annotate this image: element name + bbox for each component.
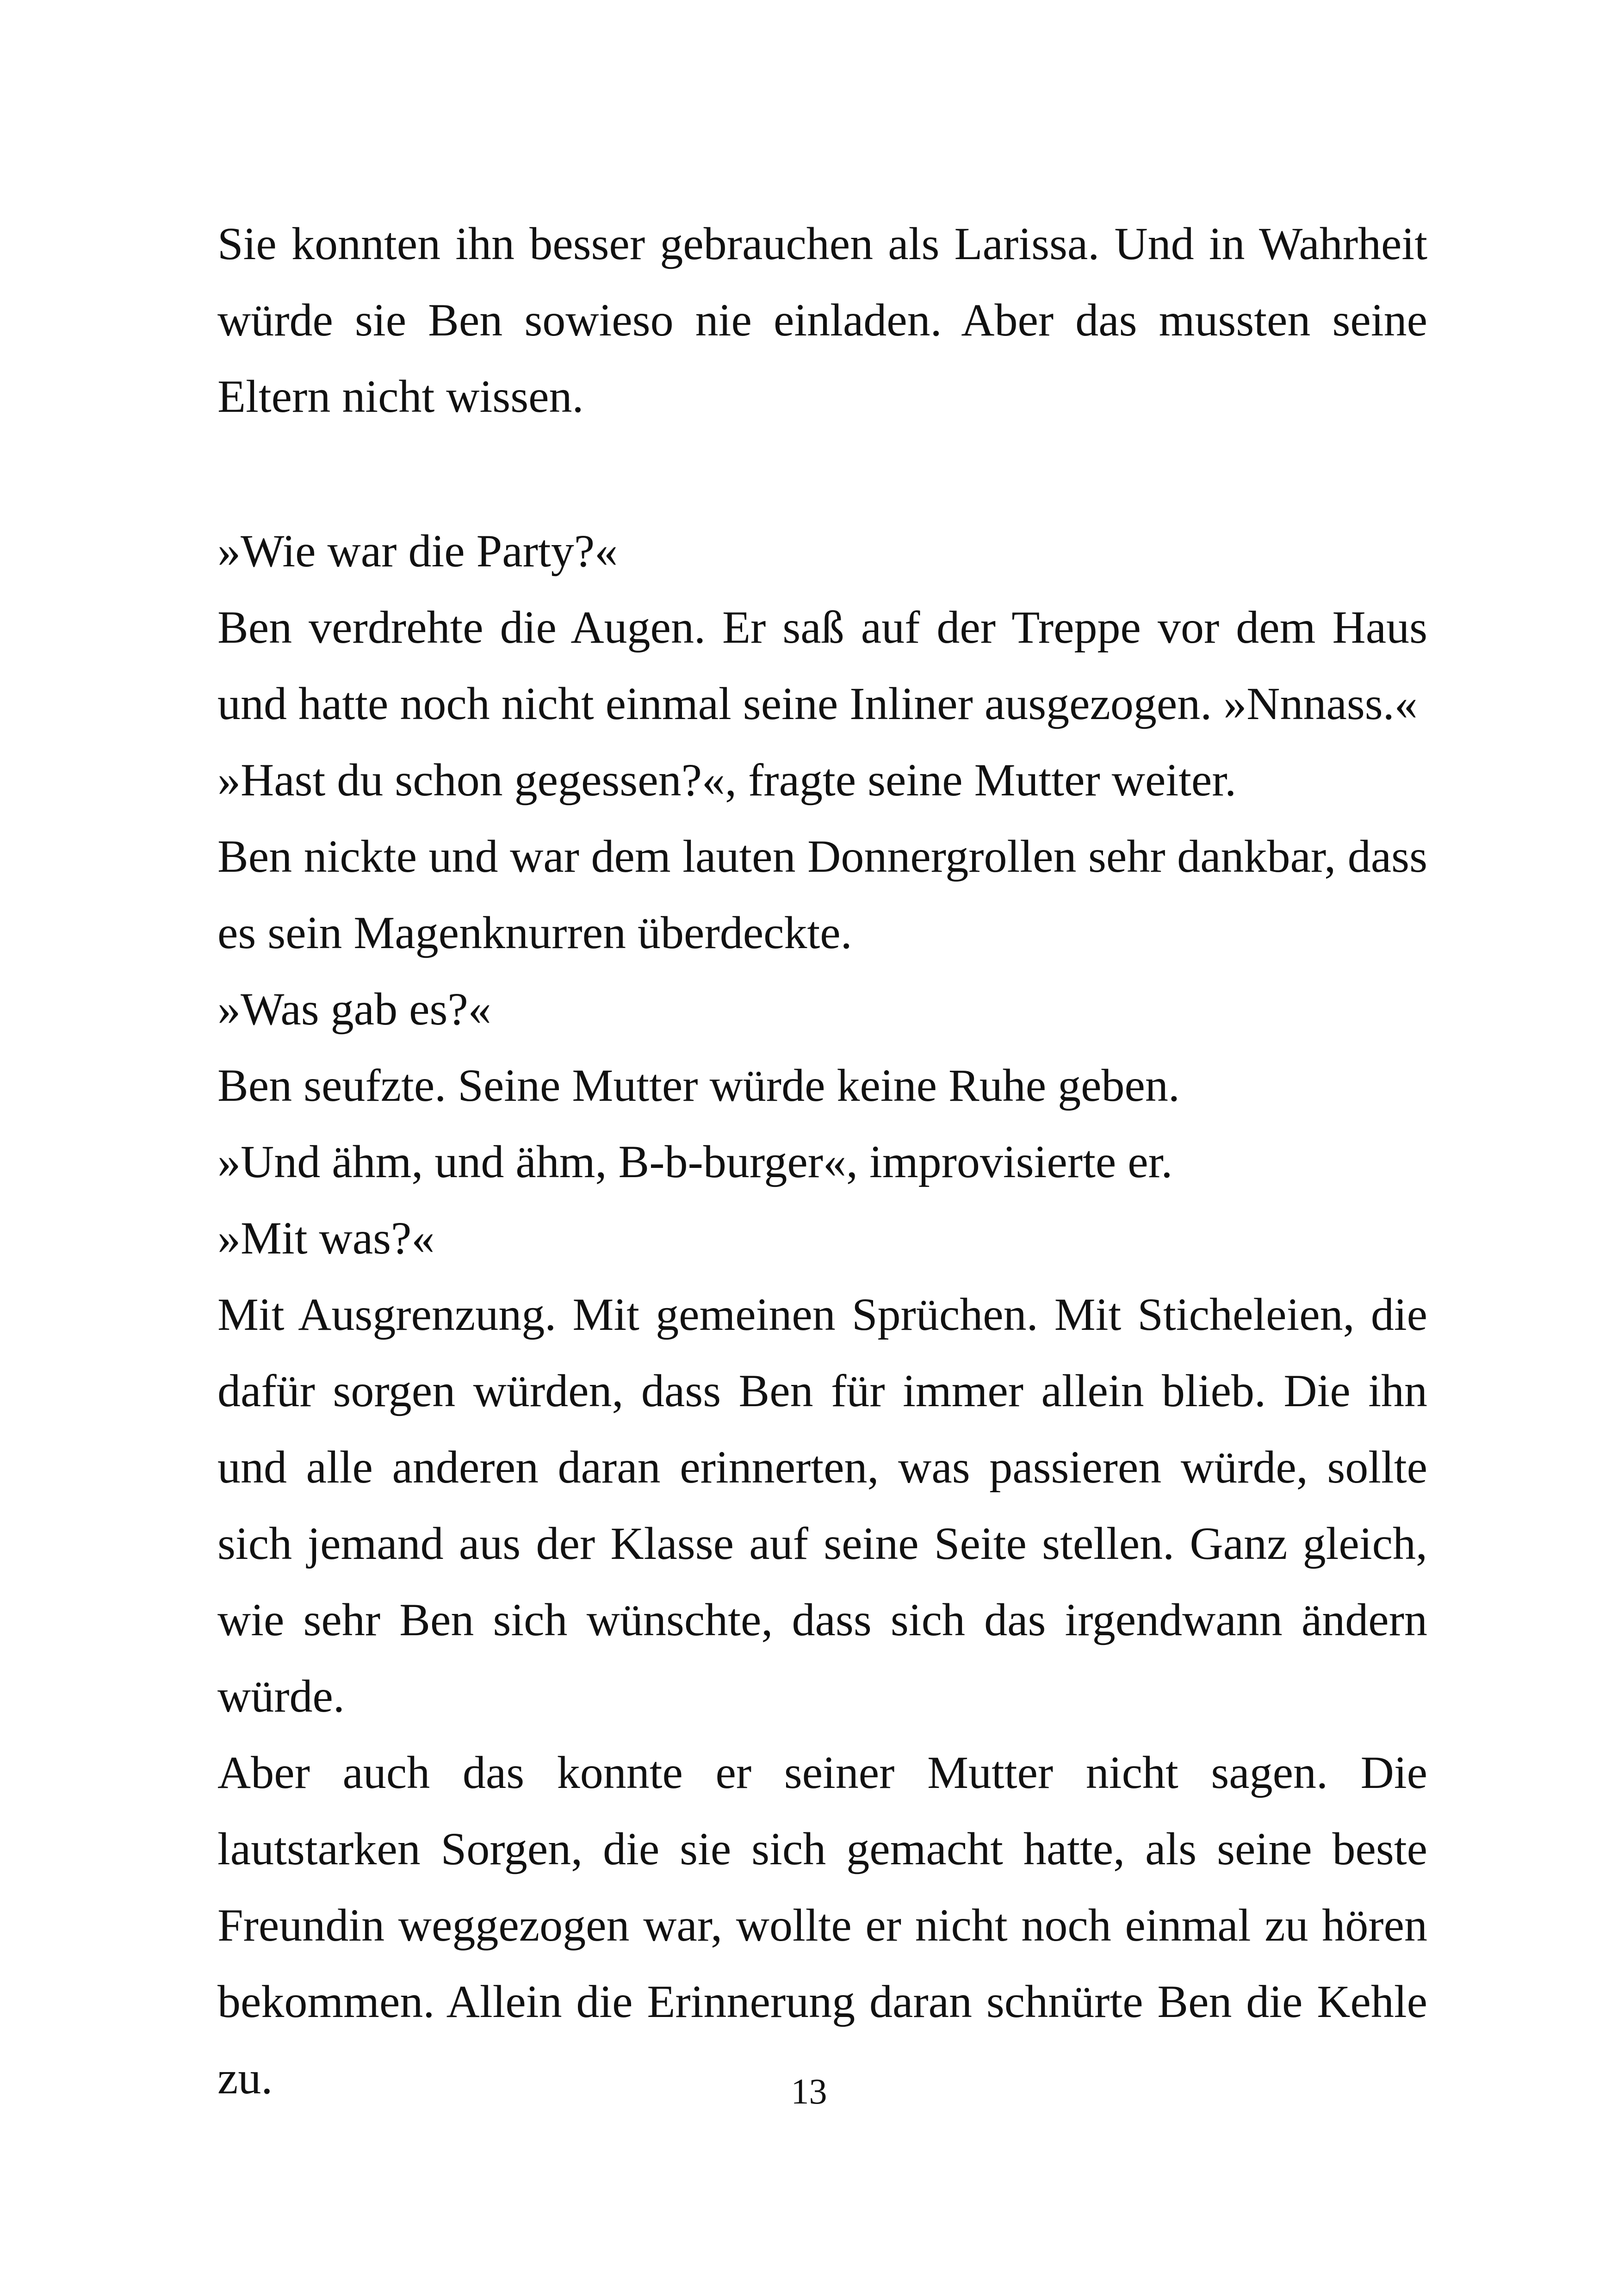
page-number: 13 <box>791 2071 827 2111</box>
paragraph: Mit Ausgrenzung. Mit gemeinen Sprüchen. Mit Sticheleien, die dafür sorgen würden, dass Ben für immer allein blieb. Die ihn und alle anderen daran erinnerten, was passieren würde, sollte sich jemand aus der Klasse auf seine Seite stellen. Ganz gleich, wie sehr Ben sich wünschte, dass sich das irgendwann ändern würde. <box>217 1289 1427 1722</box>
paragraph: »Mit was?« <box>217 1212 435 1264</box>
paragraph: »Was gab es?« <box>217 983 491 1035</box>
paragraph: Ben nickte und war dem lauten Donnergrollen sehr dankbar, dass es sein Magenknurren überdeckte. <box>217 831 1427 958</box>
paragraph: »Wie war die Party?« <box>217 525 618 577</box>
paragraph: Sie konnten ihn besser gebrauchen als Larissa. Und in Wahrheit würde sie Ben sowieso nie einladen. Aber das mussten seine Eltern nicht wissen. <box>217 218 1427 422</box>
paragraph: Ben seufzte. Seine Mutter würde keine Ruhe geben. <box>217 1060 1180 1111</box>
paragraph: Aber auch das konnte er seiner Mutter nicht sagen. Die lautstarken Sorgen, die sie sich gemacht hatte, als seine beste Freundin weggezogen war, wollte er nicht noch einmal zu hören bekommen. Allein die Erinnerung daran schnürte Ben die Kehle zu. <box>217 1747 1427 2104</box>
text-block-dialogue <box>217 513 1427 2116</box>
paragraph: Ben verdrehte die Augen. Er saß auf der Treppe vor dem Haus und hatte noch nicht einmal seine Inliner ausgezogen. »Nnnass.« <box>217 602 1427 729</box>
paragraph: »Und ähm, und ähm, B-b-burger«, improvisierte er. <box>217 1136 1173 1187</box>
paragraph: »Hast du schon gegessen?«, fragte seine Mutter weiter. <box>217 754 1237 806</box>
text-block-opening <box>217 205 1427 434</box>
